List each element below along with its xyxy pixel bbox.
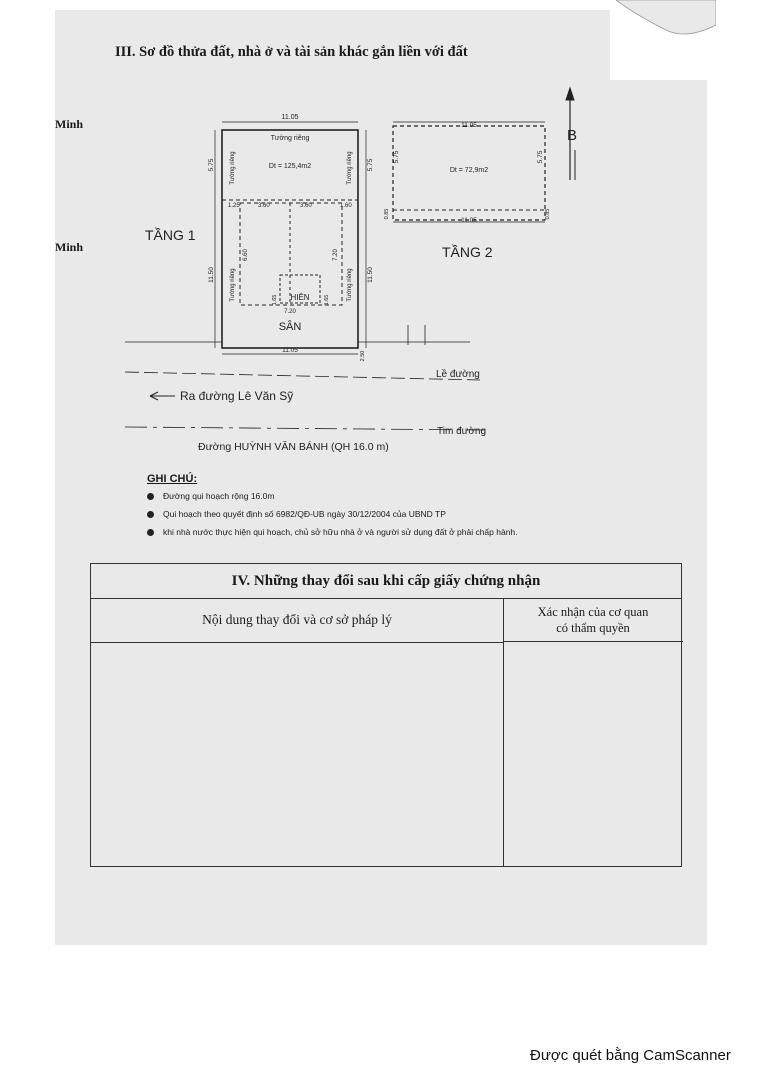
column-divider <box>503 642 504 867</box>
dim-label: 11.05 <box>282 347 298 354</box>
dim-label: 11.05 <box>461 217 477 224</box>
area-label: Dt = 72,9m2 <box>449 167 489 174</box>
column-header-changes: Nội dung thay đổi và cơ sở pháp lý <box>91 598 504 643</box>
bullet-icon <box>147 529 154 536</box>
wall-label: Tường riêng <box>347 268 353 302</box>
floor2-label: TẦNG 2 <box>442 244 493 260</box>
notes-title: GHI CHÚ: <box>147 473 198 485</box>
wall-label: Tường riêng <box>347 151 353 185</box>
dim-label: 7.20 <box>333 249 339 261</box>
column-header-line: Xác nhận của cơ quan <box>537 605 649 619</box>
sidewalk-line <box>125 372 480 380</box>
dim-label: 5.75 <box>367 158 374 172</box>
wall-label: Tường riêng <box>270 135 310 142</box>
changes-table <box>90 563 682 867</box>
dim-label: 1.65 <box>324 294 330 306</box>
yard-label: SÂN <box>278 321 302 333</box>
dim-label: 5.75 <box>537 150 544 164</box>
centerline-label: Tim đường <box>437 426 487 437</box>
floor1-label: TẦNG 1 <box>145 227 196 243</box>
side-label: Minh <box>55 117 84 131</box>
dim-label: 1.25 <box>228 203 240 209</box>
dim-label: 5.75 <box>208 158 215 172</box>
dim-label: 0.85 <box>545 208 551 220</box>
north-label: B <box>567 127 578 144</box>
note-item <box>147 507 518 525</box>
direction-label: Ra đường Lê Văn Sỹ <box>180 389 294 403</box>
table-title: IV. Những thay đổi sau khi cấp giấy chứng nhận <box>91 564 681 599</box>
street-label: Đường HUỲNH VĂN BÁNH (QH 16.0 m) <box>198 441 389 453</box>
floor1-inner-room <box>240 203 342 305</box>
bullet-icon <box>147 493 154 500</box>
dim-label: 0.85 <box>384 208 390 220</box>
note-item <box>147 489 518 507</box>
dim-label: 11.05 <box>281 114 299 121</box>
column-header-line: có thẩm quyền <box>556 621 630 635</box>
dim-label: 11.50 <box>208 267 215 283</box>
bullet-icon <box>147 511 154 518</box>
section-3-title: III. Sơ đồ thửa đất, nhà ở và tài sản khác gắn liền với đất <box>115 44 468 60</box>
porch-label: HIÊN <box>290 293 310 302</box>
dim-label: 1.65 <box>272 294 278 306</box>
note-text: Qui hoạch theo quyết định số 6982/QĐ-UB ngày 30/12/2004 của UBND TP <box>163 509 446 519</box>
side-label: Minh <box>55 240 84 254</box>
dim-label: 3.60 <box>258 203 270 209</box>
sidewalk-label: Lề đường <box>436 369 480 380</box>
dim-label: 1.60 <box>340 203 352 209</box>
scanner-watermark: Được quét bằng CamScanner <box>530 1047 731 1064</box>
wall-label: Tường riêng <box>230 151 236 185</box>
note-text: Đường qui hoạch rộng 16.0m <box>163 491 275 501</box>
dim-label: 6.60 <box>243 249 249 261</box>
area-label: Dt = 125,4m2 <box>268 163 312 170</box>
dim-label: 5.75 <box>393 150 400 164</box>
dim-label: 11.50 <box>367 267 374 283</box>
dim-label: 7.20 <box>284 309 296 315</box>
wall-label: Tường riêng <box>230 268 236 302</box>
note-text: khi nhà nước thực hiện qui hoạch, chủ sở hữu nhà ở và người sử dụng đất ở phải chấp hành. <box>163 527 518 537</box>
notes-block <box>147 473 518 543</box>
centerline <box>125 427 485 430</box>
dim-label: 11.05 <box>461 122 477 129</box>
column-header-confirmation <box>503 598 683 642</box>
note-item <box>147 525 518 543</box>
dim-label: 3.60 <box>300 203 312 209</box>
dim-label: 2.50 <box>360 350 366 362</box>
